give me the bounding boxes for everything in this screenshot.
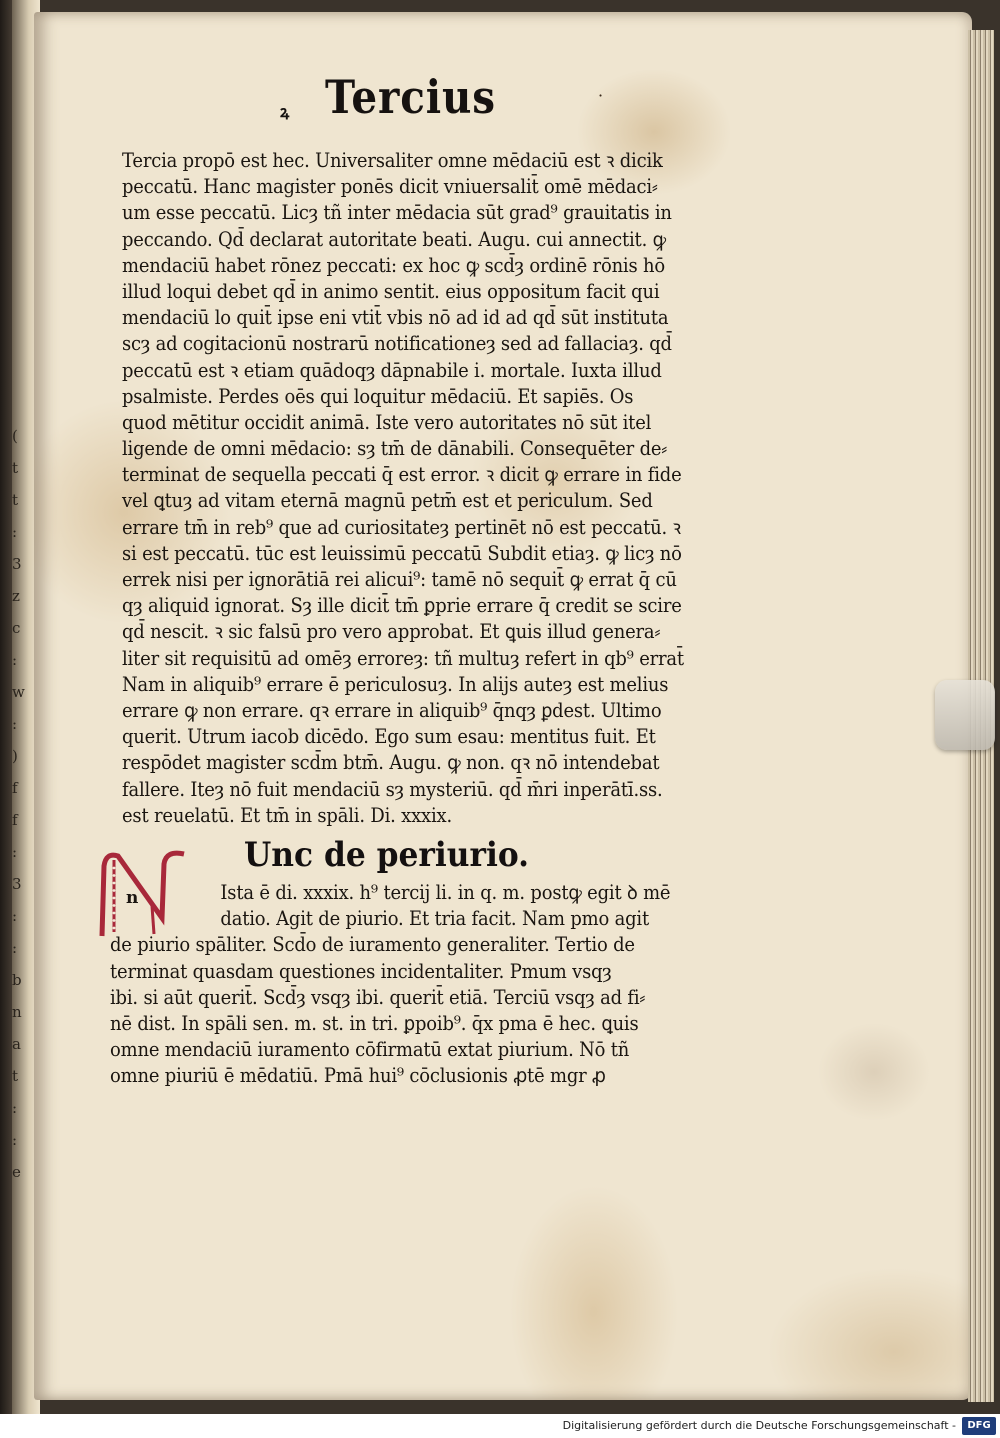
text-line: fallere. Iteȝ nō fuit mendaciū sȝ mysteriū. qd̄ m̄ri inperātī.ss. <box>122 777 663 801</box>
section-text-line: omne mendaciū iuramento cōfirmatū extat piurium. Nō tñ <box>110 1038 630 1062</box>
text-line: ligende de omni mēdacio: sȝ tm̄ de dānabili. Consequēter de⸗ <box>122 437 668 461</box>
section-heading: Unc de periurio. <box>244 835 530 875</box>
running-head: Tercius <box>325 70 496 124</box>
text-line: est reuelatū. Et tm̄ in spāli. Di. xxxix. <box>122 803 452 827</box>
text-line: psalmiste. Perdes oēs qui loquitur mēdaciū. Et sapiēs. Os <box>122 384 634 408</box>
section-text-block <box>110 880 770 1090</box>
text-line: quod mētitur occidit animā. Iste vero autoritates nō sūt itel <box>122 410 652 434</box>
text-line: errare ꝙ non errare. qꝛ errare in aliquib⁹ q̄nqȝ ꝑdest. Ultimo <box>122 698 662 722</box>
text-line: um esse peccatū. Licȝ tñ inter mēdacia sūt grad⁹ grauitatis in <box>122 201 672 225</box>
text-line: peccatū est ꝛ etiam quādoqȝ dāpnabile i. mortale. Iuxta illud <box>122 358 662 382</box>
text-line: si est peccatū. tūc est leuissimū peccatū Subdit etiaȝ. ꝙ licȝ nō <box>122 541 682 565</box>
footer-credit: Digitalisierung gefördert durch die Deutsche Forschungsgemeinschaft - <box>562 1419 956 1432</box>
text-line: peccatū. Hanc magister ponēs dicit vniuersalit̄ omē mēdaci⸗ <box>122 175 658 199</box>
text-line: illud loqui debet qd̄ in animo sentit. eius oppositum facit qui <box>122 279 660 303</box>
text-line: errek nisi per ignorātiā rei alicui⁹: tamē nō sequit̄ ꝙ errat q̄ cū <box>122 568 677 591</box>
text-line: mendaciū lo quit̄ ipse eni vtit̄ vbis nō ad id ad qd̄ sūt instituta <box>122 306 669 330</box>
text-line: qȝ aliquid ignorat. Sȝ ille dicit̄ tm̄ ꝑprie errare q̄ credit se scire <box>122 594 682 618</box>
text-line: qd̄ nescit. ꝛ sic falsū pro vero approbat. Et ꝗuis illud genera⸗ <box>122 620 661 644</box>
text-line: errare tm̄ in reb⁹ que ad curiositateȝ pertinēt nō est peccatū. ꝛ <box>122 515 681 539</box>
text-line: respōdet magister scd̄m btm̄. Augu. ꝙ non. qꝛ nō intendebat <box>122 751 660 775</box>
text-line: scȝ ad cogitacionū nostrarū notificationeȝ sed ad fallaciaȝ. qd̄ <box>122 332 672 356</box>
text-line: vel ꝗtuȝ ad vitam eternā magnū petm̄ est et periculum. Sed <box>122 489 653 513</box>
facing-page-fragments: ( t t : 3 z c : w : ) f f : 3 : : b n a t : : e <box>12 427 25 1181</box>
section-text-line: de piurio spāliter. Scd̄o de iuramento generaliter. Tertio de <box>110 933 635 957</box>
initial-ornament-dot <box>113 874 116 877</box>
section-text-line: datio. Agit de piurio. Et tria facit. Nam pmo agit <box>220 907 649 931</box>
margin-mark-right: · <box>598 86 604 105</box>
section-text-line: Ista ē di. xxxix. h⁹ tercij li. in q. m. postꝙ egit ꝺ mē <box>220 881 671 904</box>
text-line: Nam in aliquib⁹ errare ē periculosuȝ. In alijs auteȝ est melius <box>122 672 669 696</box>
main-text-block <box>122 148 762 829</box>
section-text-line: omne piuriū ē mēdatiū. Pmā hui⁹ cōclusionis ꝓtē mgr ꝓ <box>110 1064 606 1088</box>
text-line: mendaciū habet rōnez peccati: ex hoc ꝙ scd̄ȝ ordinē rōnis hō <box>122 253 666 277</box>
text-line: terminat de sequella peccati q̄ est error. ꝛ dicit ꝙ errare in fide <box>122 463 682 487</box>
text-line: liter sit requisitū ad omēȝ erroreȝ: tñ multuȝ refert in qb⁹ errat̄ <box>122 646 684 670</box>
text-line: querit. Utrum iacob dicēdo. Ego sum esau: mentitus fuit. Et <box>122 725 656 749</box>
margin-mark-left: ꝝ <box>280 102 290 121</box>
initial-ornament-dot <box>113 867 116 870</box>
section-text-line: terminat quasdam questiones incidentaliter. Pmum vsqȝ <box>110 959 612 983</box>
page-clip <box>935 680 995 750</box>
dfg-logo: DFG <box>962 1417 996 1435</box>
text-line: peccando. Qd̄ declarat autoritate beati. Augu. cui annectit. ꝙ <box>122 227 666 251</box>
section-text-line: nē dist. In spāli sen. m. st. in tri. ꝑpoib⁹. q̄x pma ē hec. ꝗuis <box>110 1011 639 1035</box>
initial-minor-letter: n <box>126 888 139 908</box>
section-text-line: ibi. si aūt querit̄. Scd̄ȝ vsqȝ ibi. querit̄ etiā. Terciū vsqȝ ad fi⸗ <box>110 985 646 1009</box>
text-line: Tercia propō est hec. Universaliter omne mēdaciū est ꝛ dicik <box>122 149 663 172</box>
